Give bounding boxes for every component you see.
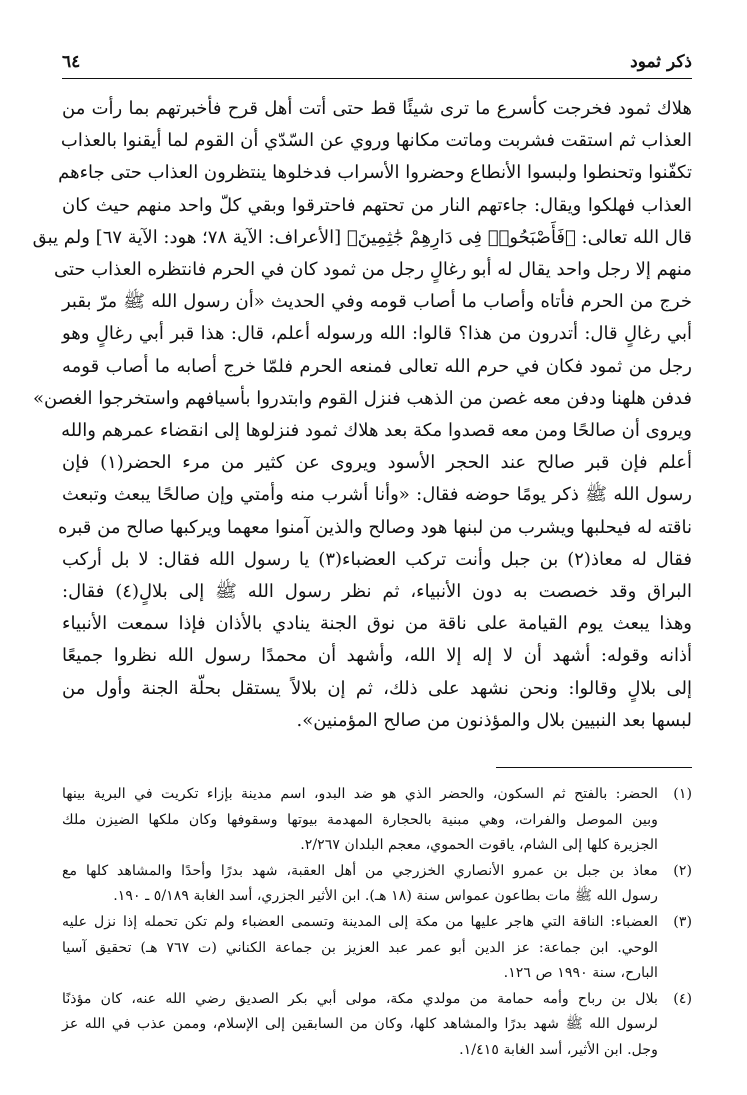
footnote-text	[62, 910, 658, 987]
book-page	[32, 42, 693, 1064]
body-line: لبسها بعد النبيين بلال والمؤذنون من صالح المؤمنين».	[296, 709, 692, 731]
body-line: خرج من الحرم فأتاه وأصاب ما أصاب قومه وفي الحديث «أن رسول الله ﷺ مرّ بقبر	[62, 291, 692, 313]
body-line: ويروى أن صالحًا ومن معه قصدوا مكة بعد هلاك ثمود فنزلوها إلى انقضاء عمرهم والله	[61, 420, 692, 442]
footnote	[62, 859, 692, 910]
footnotes	[62, 782, 692, 1064]
body-line: أبي رغالٍ قال: أتدرون من هذا؟ قالوا: الله ورسوله أعلم، قال: هذا قبر أبي رغالٍ وهو	[62, 323, 692, 345]
body-text	[32, 93, 693, 737]
body-line: وهذا يبعث يوم القيامة على ناقة من نوق الجنة ينادي بالأذان فإذا سمعت الأنبياء	[62, 613, 692, 635]
footnote-rule	[496, 767, 692, 768]
footnote-line: البارح، سنة ١٩٩٠ ص ١٢٦.	[503, 965, 658, 982]
running-head: ذكر ثمود	[630, 52, 692, 72]
footnote-line: رسول الله ﷺ مات بطاعون عمواس سنة (١٨ هـ). ابن الأثير الجزري، أسد الغابة ٥/١٨٩ ـ ١٩٠.	[113, 888, 658, 905]
body-line: أذانه وقوله: أشهد أن لا إله إلا الله، وأشهد أن محمدًا رسول الله نظروا جميعًا	[62, 645, 692, 667]
footnote-line: الحضر: بالفتح ثم السكون، والحضر الذي هو ضد البدو، اسم مدينة بإزاء تكريت في البرية بينها	[62, 786, 658, 803]
footnote-line: لرسول الله ﷺ شهد بدرًا والمشاهد كلها، وكان من السابقين إلى الإسلام، وممن عذب في الله عز	[62, 1016, 658, 1033]
footnote	[62, 782, 692, 859]
page-number: ٦٤	[62, 52, 81, 72]
footnote-line: الوحي. ابن جماعة: عز الدين أبو عمر عبد العزيز بن جماعة الكناني (ت ٧٦٧ هـ) تحقيق آسيا	[62, 939, 658, 956]
body-line: قال الله تعالى: ﴿فَأَصْبَحُوا۟ فِى دَارِهِمْ جَٰثِمِينَ﴾ [الأعراف: الآية ٧٨؛ هود: الآية ٦٧] ولم يبق	[32, 226, 692, 248]
body-line: أعلم فإن قبر صالح عند الحجر الأسود ويروى عن كثير من مرء الحضر(١) فإن	[62, 452, 692, 474]
footnote-line: وبين الموصل والفرات، وهي مبنية بالحجارة المهدمة بيوتها وسقوفها وكان ملكها الضيزن ملك	[62, 811, 658, 828]
body-line: فدفن هلهنا ودفن معه غصن من الذهب فنزل القوم وابتدروا بأسيافهم واستخرجوا الغصن»	[33, 387, 692, 409]
body-line: هلاك ثمود فخرجت كأسرع ما ترى شيئًا قط حتى أتت أهل قرح فأخبرتهم بما رأت من	[62, 98, 692, 119]
body-line: البراق وقد خصصت به دون الأنبياء، ثم نظر رسول الله ﷺ إلى بلالٍ(٤) فقال:	[62, 581, 692, 603]
page-header	[62, 42, 692, 72]
footnote-number: (٢)	[673, 862, 692, 879]
footnote	[62, 910, 692, 987]
body-line: ناقته له فيحلبها ويشرب من لبنها هود وصالح والذين آمنوا معهما ويركبها صالح من قبره	[58, 516, 692, 538]
footnote-line: معاذ بن جبل بن عمرو الأنصاري الخزرجي من أهل العقبة، شهد بدرًا وأحدًا والمشاهد كلها مع	[62, 862, 658, 879]
footnote-number: (١)	[673, 786, 692, 803]
footnote-text	[62, 782, 658, 859]
footnote-text	[62, 987, 658, 1064]
header-rule	[62, 78, 692, 79]
body-line: العذاب ثم استقت فشربت وماتت مكانها وروي عن السّدّي أن القوم لما أيقنوا بالعذاب	[60, 130, 692, 152]
footnote-line: العضباء: الناقة التي هاجر عليها من مكة إلى المدينة وتسمى العضباء ولم تكن تحمله إذا نزل عليه	[62, 914, 658, 931]
footnote-line: الجزيرة كلها إلى الشام، ياقوت الحموي، معجم البلدان ٢/٢٦٧.	[300, 837, 658, 854]
body-line: منهم إلا رجل واحد يقال له أبو رغالٍ رجل من ثمود كان في الحرم فانتظره العذاب حتى	[53, 259, 692, 281]
body-line: رجل من ثمود فكان في حرم الله تعالى فمنعه الحرم فلمّا خرج أصابه ما أصاب قومه	[62, 355, 692, 377]
body-line: فقال له معاذ(٢) بن جبل وأنت تركب العضباء(٣) يا رسول الله فقال: لا بل أركب	[62, 548, 693, 570]
footnote-text	[62, 859, 658, 910]
body-line: تكفّنوا وتحنطوا ولبسوا الأنطاع وحضروا الأسراب فدخلوها ينتظرون العذاب حتى جاءهم	[58, 162, 692, 184]
footnote-number: (٣)	[673, 914, 692, 931]
footnote	[62, 987, 692, 1064]
body-line: رسول الله ﷺ ذكر يومًا حوضه فقال: «وأنا أشرب منه وأمتي وإن صالحًا يبعث وتبعث	[62, 484, 692, 506]
body-line: إلى بلالٍ وقالوا: ونحن نشهد على ذلك، ثم إن بلالاً يستقل بحلّة الجنة وأول من	[62, 677, 692, 699]
footnote-line: بلال بن رباح وأمه حمامة من مولدي مكة، مولى أبي بكر الصديق رضي الله عنه، كان مؤذنًا	[62, 990, 658, 1007]
footnote-number: (٤)	[673, 990, 692, 1007]
footnote-line: وجل. ابن الأثير، أسد الغابة ١/٤١٥.	[459, 1042, 658, 1058]
body-line: العذاب فهلكوا ويقال: جاءتهم النار من تحتهم فاحترقوا وبقي كلّ واحد منهم حيث كان	[62, 194, 692, 216]
